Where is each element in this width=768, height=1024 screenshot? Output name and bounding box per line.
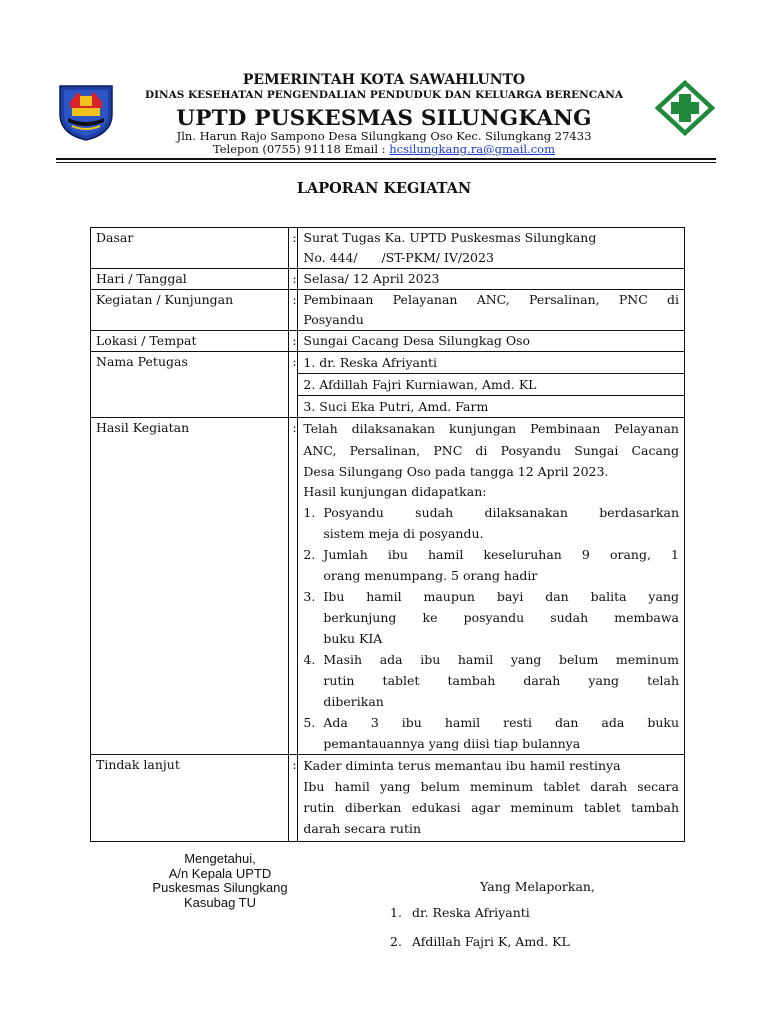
letterhead-institution: UPTD PUSKESMAS SILUNGKANG [176,106,592,131]
separator: : [292,420,297,435]
result-text: buku KIA [323,631,383,646]
separator: : [292,757,297,772]
report-table [90,227,685,842]
reporter-label: Yang Melaporkan, [480,879,595,894]
followup-line: rutin diberkan edukasi agar meminum tablet tambah [303,800,679,815]
followup-line: Kader diminta terus memantau ibu hamil restinya [303,758,621,773]
result-text: Ibu hamil maupun bayi dan balita yang [323,589,679,604]
hasil-intro-line: ANC, Persalinan, PNC di Posyandu Sungai Cacang [303,443,679,458]
dasar-line: No. 444/ /ST-PKM/ IV/2023 [303,250,494,265]
letterhead-rule-thin [56,162,716,163]
result-text: Jumlah ibu hamil keseluruhan 9 orang, 1 [323,547,679,562]
result-item [303,544,679,565]
separator: : [292,292,297,307]
result-text: rutin tablet tambah darah yang telah [323,673,679,688]
email-link[interactable]: hcsilungkang.ra@gmail.com [389,142,556,156]
letterhead-government: PEMERINTAH KOTA SAWAHLUNTO [242,72,526,88]
result-text: pemantauannya yang diisi tiap bulannya [323,736,581,751]
letterhead-department: DINAS KESEHATAN PENGENDALIAN PENDUDUK DAN KELUARGA BERENCANA [144,89,624,101]
separator: : [292,354,297,369]
kegiatan-line: Pembinaan Pelayanan ANC, Persalinan, PNC di [303,292,679,307]
dasar-line: Surat Tugas Ka. UPTD Puskesmas Silungkang [303,230,597,245]
result-number: 2. [303,547,316,562]
reporter-name: dr. Reska Afriyanti [412,905,530,920]
result-number: 4. [303,652,316,667]
result-number: 5. [303,715,316,730]
row-label: Kegiatan / Kunjungan [96,292,234,307]
reporter-number: 1. [390,905,402,920]
result-text: orang menumpang. 5 orang hadir [323,568,538,583]
row-kegiatan [91,290,685,331]
result-number: 1. [303,505,316,520]
reporter-name: Afdillah Fajri K, Amd. KL [412,934,570,949]
hasil-intro-line: Hasil kunjungan didapatkan: [303,484,487,499]
row-nama-petugas [91,352,685,418]
date-value: Selasa/ 12 April 2023 [303,271,440,286]
ack-line: A/n Kepala UPTD [168,865,272,881]
location-value: Sungai Cacang Desa Silungkag Oso [303,333,531,348]
result-text: Ada 3 ibu hamil resti dan ada buku [323,715,679,730]
followup-line: darah secara rutin [303,821,422,836]
row-label: Hasil Kegiatan [96,420,190,435]
result-item [303,502,679,523]
row-label: Dasar [96,230,134,245]
letterhead-rule-thick [56,158,716,160]
separator: : [292,230,297,245]
row-tindak-lanjut [91,755,685,842]
result-text: Masih ada ibu hamil yang belum meminum [323,652,679,667]
letterhead-address: Jln. Harun Rajo Sampono Desa Silungkang Oso Kec. Silungkang 27433 [176,129,592,143]
separator: : [292,333,297,348]
result-item [303,712,679,733]
ack-line: Puskesmas Silungkang [152,880,288,895]
result-item [303,586,679,607]
separator: : [292,271,297,286]
row-hasil-kegiatan [91,418,685,755]
row-label: Tindak lanjut [96,757,180,772]
phone-text: Telepon (0755) 91118 Email : [212,142,390,156]
row-label: Lokasi / Tempat [96,333,197,348]
letterhead-contact [120,142,648,156]
result-text: sistem meja di posyandu. [323,526,484,541]
ack-line: Mengetahui, [184,851,256,866]
result-text: berkunjung ke posyandu sudah membawa [323,610,679,625]
puskesmas-logo [654,80,716,136]
ack-line: Kasubag TU [183,894,257,910]
result-number: 3. [303,589,316,604]
row-lokasi [91,331,685,352]
kegiatan-line: Posyandu [303,312,364,327]
acknowledgement-block [120,852,320,910]
result-text: Posyandu sudah dilaksanakan berdasarkan [323,505,679,520]
row-hari-tanggal [91,269,685,290]
petugas-item: 1. dr. Reska Afriyanti [298,352,684,374]
reporter-item [390,934,570,949]
followup-line: Ibu hamil yang belum meminum tablet darah secara [303,779,679,794]
report-title: LAPORAN KEGIATAN [296,180,472,197]
petugas-item: 3. Suci Eka Putri, Amd. Farm [303,399,489,414]
reporter-number: 2. [390,934,402,949]
hasil-intro-line: Telah dilaksanakan kunjungan Pembinaan Pelayanan [303,421,679,436]
row-label: Hari / Tanggal [96,271,187,286]
city-emblem-logo [56,80,116,142]
result-item [303,649,679,670]
row-dasar [91,228,685,269]
result-text: diberikan [323,694,384,709]
petugas-item: 2. Afdillah Fajri Kurniawan, Amd. KL [298,374,684,396]
hasil-intro-line: Desa Silungang Oso pada tangga 12 April 2023. [303,464,609,479]
reporter-item [390,905,530,920]
row-label: Nama Petugas [96,354,188,369]
